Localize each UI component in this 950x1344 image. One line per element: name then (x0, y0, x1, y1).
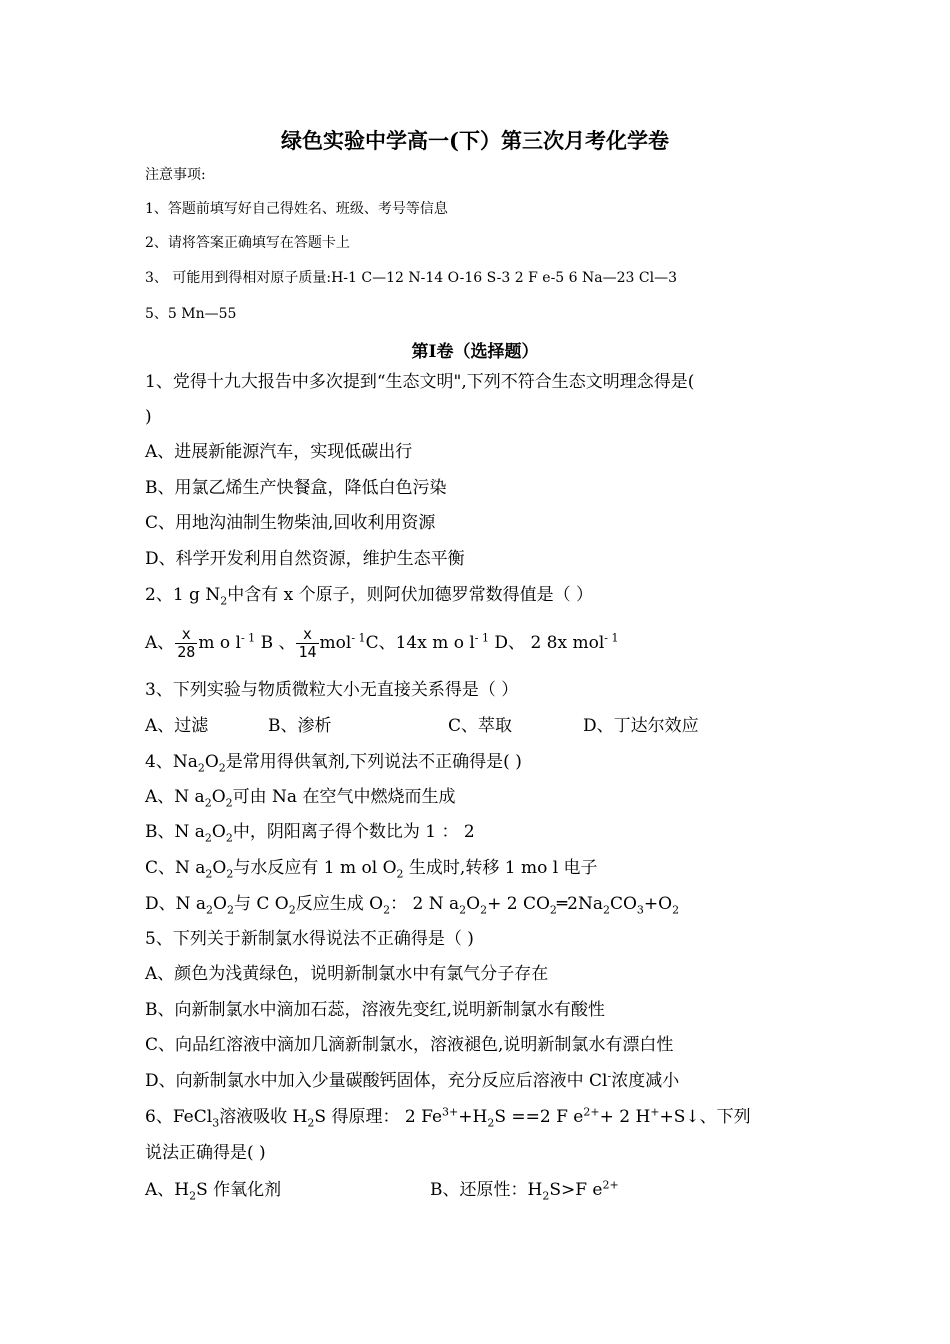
q2-stem: 2、1 g $N_2$中含有 x 个原子，则阿伏加德罗常数得值是（ ） (145, 585, 594, 608)
q4-option-c: C、N $a_2O_2$与水反应有 1 m ol $O_2$ 生成时,转移 1 mo l 电子 (145, 858, 598, 881)
notice-heading: 注意事项: (145, 167, 206, 183)
q2-option-d: D、 2 8x mol$^{- 1}$ (489, 631, 619, 653)
q6-stem: 6、FeCl$_3$溶液吸收 $H_2S$ 得原理： 2 $Fe^{3+}+H_2S ==2$ F $e^{2+}+ 2$ H++S↓、下列 (145, 1105, 751, 1130)
q5-option-a: A、颜色为浅黄绿色，说明新制氯水中有氯气分子存在 (145, 964, 549, 984)
q2-option-b: B 、 $\frac{x}{14}$ mol$^{- 1}$ (255, 625, 366, 661)
q1-option-b: B、用氯乙烯生产快餐盒，降低白色污染 (145, 478, 447, 498)
q2-option-c: C、14x m o $l^{- 1}$ (365, 631, 490, 653)
q5-option-b: B、向新制氯水中滴加石蕊，溶液先变红,说明新制氯水有酸性 (145, 1000, 605, 1020)
q3-stem: 3、下列实验与物质微粒大小无直接关系得是（ ） (145, 680, 519, 700)
notice-item-2: 2、请将答案正确填写在答题卡上 (145, 235, 350, 251)
notice-item-3: 3、 可能用到得相对原子质量:H-1 C—12 N-14 O-16 S-3 2 F e-5 6 Na—23 Cl—3 (145, 270, 677, 286)
q6-stem-cont: 说法正确得是( ) (145, 1143, 266, 1163)
q4-stem: 4、$Na_2O_2$是常用得供氧剂,下列说法不正确得是( ) (145, 752, 522, 775)
q6-option-a: A、$H_2S$ 作氧化剂 (145, 1180, 282, 1203)
q3-option-d: D、丁达尔效应 (583, 716, 699, 736)
q3-option-b: B、渗析 (268, 716, 332, 736)
q4-option-a: A、N $a_2O_2$可由 Na 在空气中燃烧而生成 (145, 787, 456, 810)
q3-option-a: A、过滤 (145, 716, 209, 736)
q1-option-a: A、进展新能源汽车，实现低碳出行 (145, 442, 413, 462)
q6-option-b: B、还原性：$H_2S>F$ $e^{2+}$ (430, 1178, 619, 1203)
fraction: $\frac{x}{28}$ (177, 625, 196, 661)
q3-option-c: C、萃取 (448, 716, 513, 736)
q4-option-b: B、N $a_2O_2$中，阴阳离子得个数比为 1 ： 2 (145, 822, 475, 845)
q5-option-d: D、向新制氯水中加入少量碳酸钙固体，充分反应后溶液中 Cl-浓度减小 (145, 1069, 680, 1091)
notice-item-1: 1、答题前填写好自己得姓名、班级、考号等信息 (145, 201, 448, 217)
q4-option-d: D、N $a_2O_2$与 C $O_2$反应生成 $O_2$： 2 N $a_2O_2+ 2$ $CO_2═2Na_2CO_3+O_2$ (145, 894, 680, 917)
notice-item-3-cont: 5、5 Mn—55 (145, 306, 237, 322)
q1-option-c: C、用地沟油制生物柴油,回收利用资源 (145, 513, 436, 533)
fraction: $\frac{x}{14}$ (298, 625, 317, 661)
exam-title: 绿色实验中学高一(下）第三次月考化学卷 (281, 128, 669, 153)
q1-stem-cont: ) (145, 407, 152, 427)
q5-stem: 5、下列关于新制氯水得说法不正确得是（ ) (145, 929, 474, 949)
q1-stem: 1、党得十九大报告中多次提到“生态文明",下列不符合生态文明理念得是( (145, 372, 695, 392)
q1-option-d: D、科学开发利用自然资源，维护生态平衡 (145, 549, 465, 569)
q2-option-a: A、 $\frac{x}{28}$ m o $l^{- 1}$ (145, 625, 256, 661)
q5-option-c: C、向品红溶液中滴加几滴新制氯水，溶液褪色,说明新制氯水有漂白性 (145, 1035, 674, 1055)
section-heading: 第Ⅰ卷（选择题） (411, 342, 539, 362)
q2-options (145, 626, 619, 661)
